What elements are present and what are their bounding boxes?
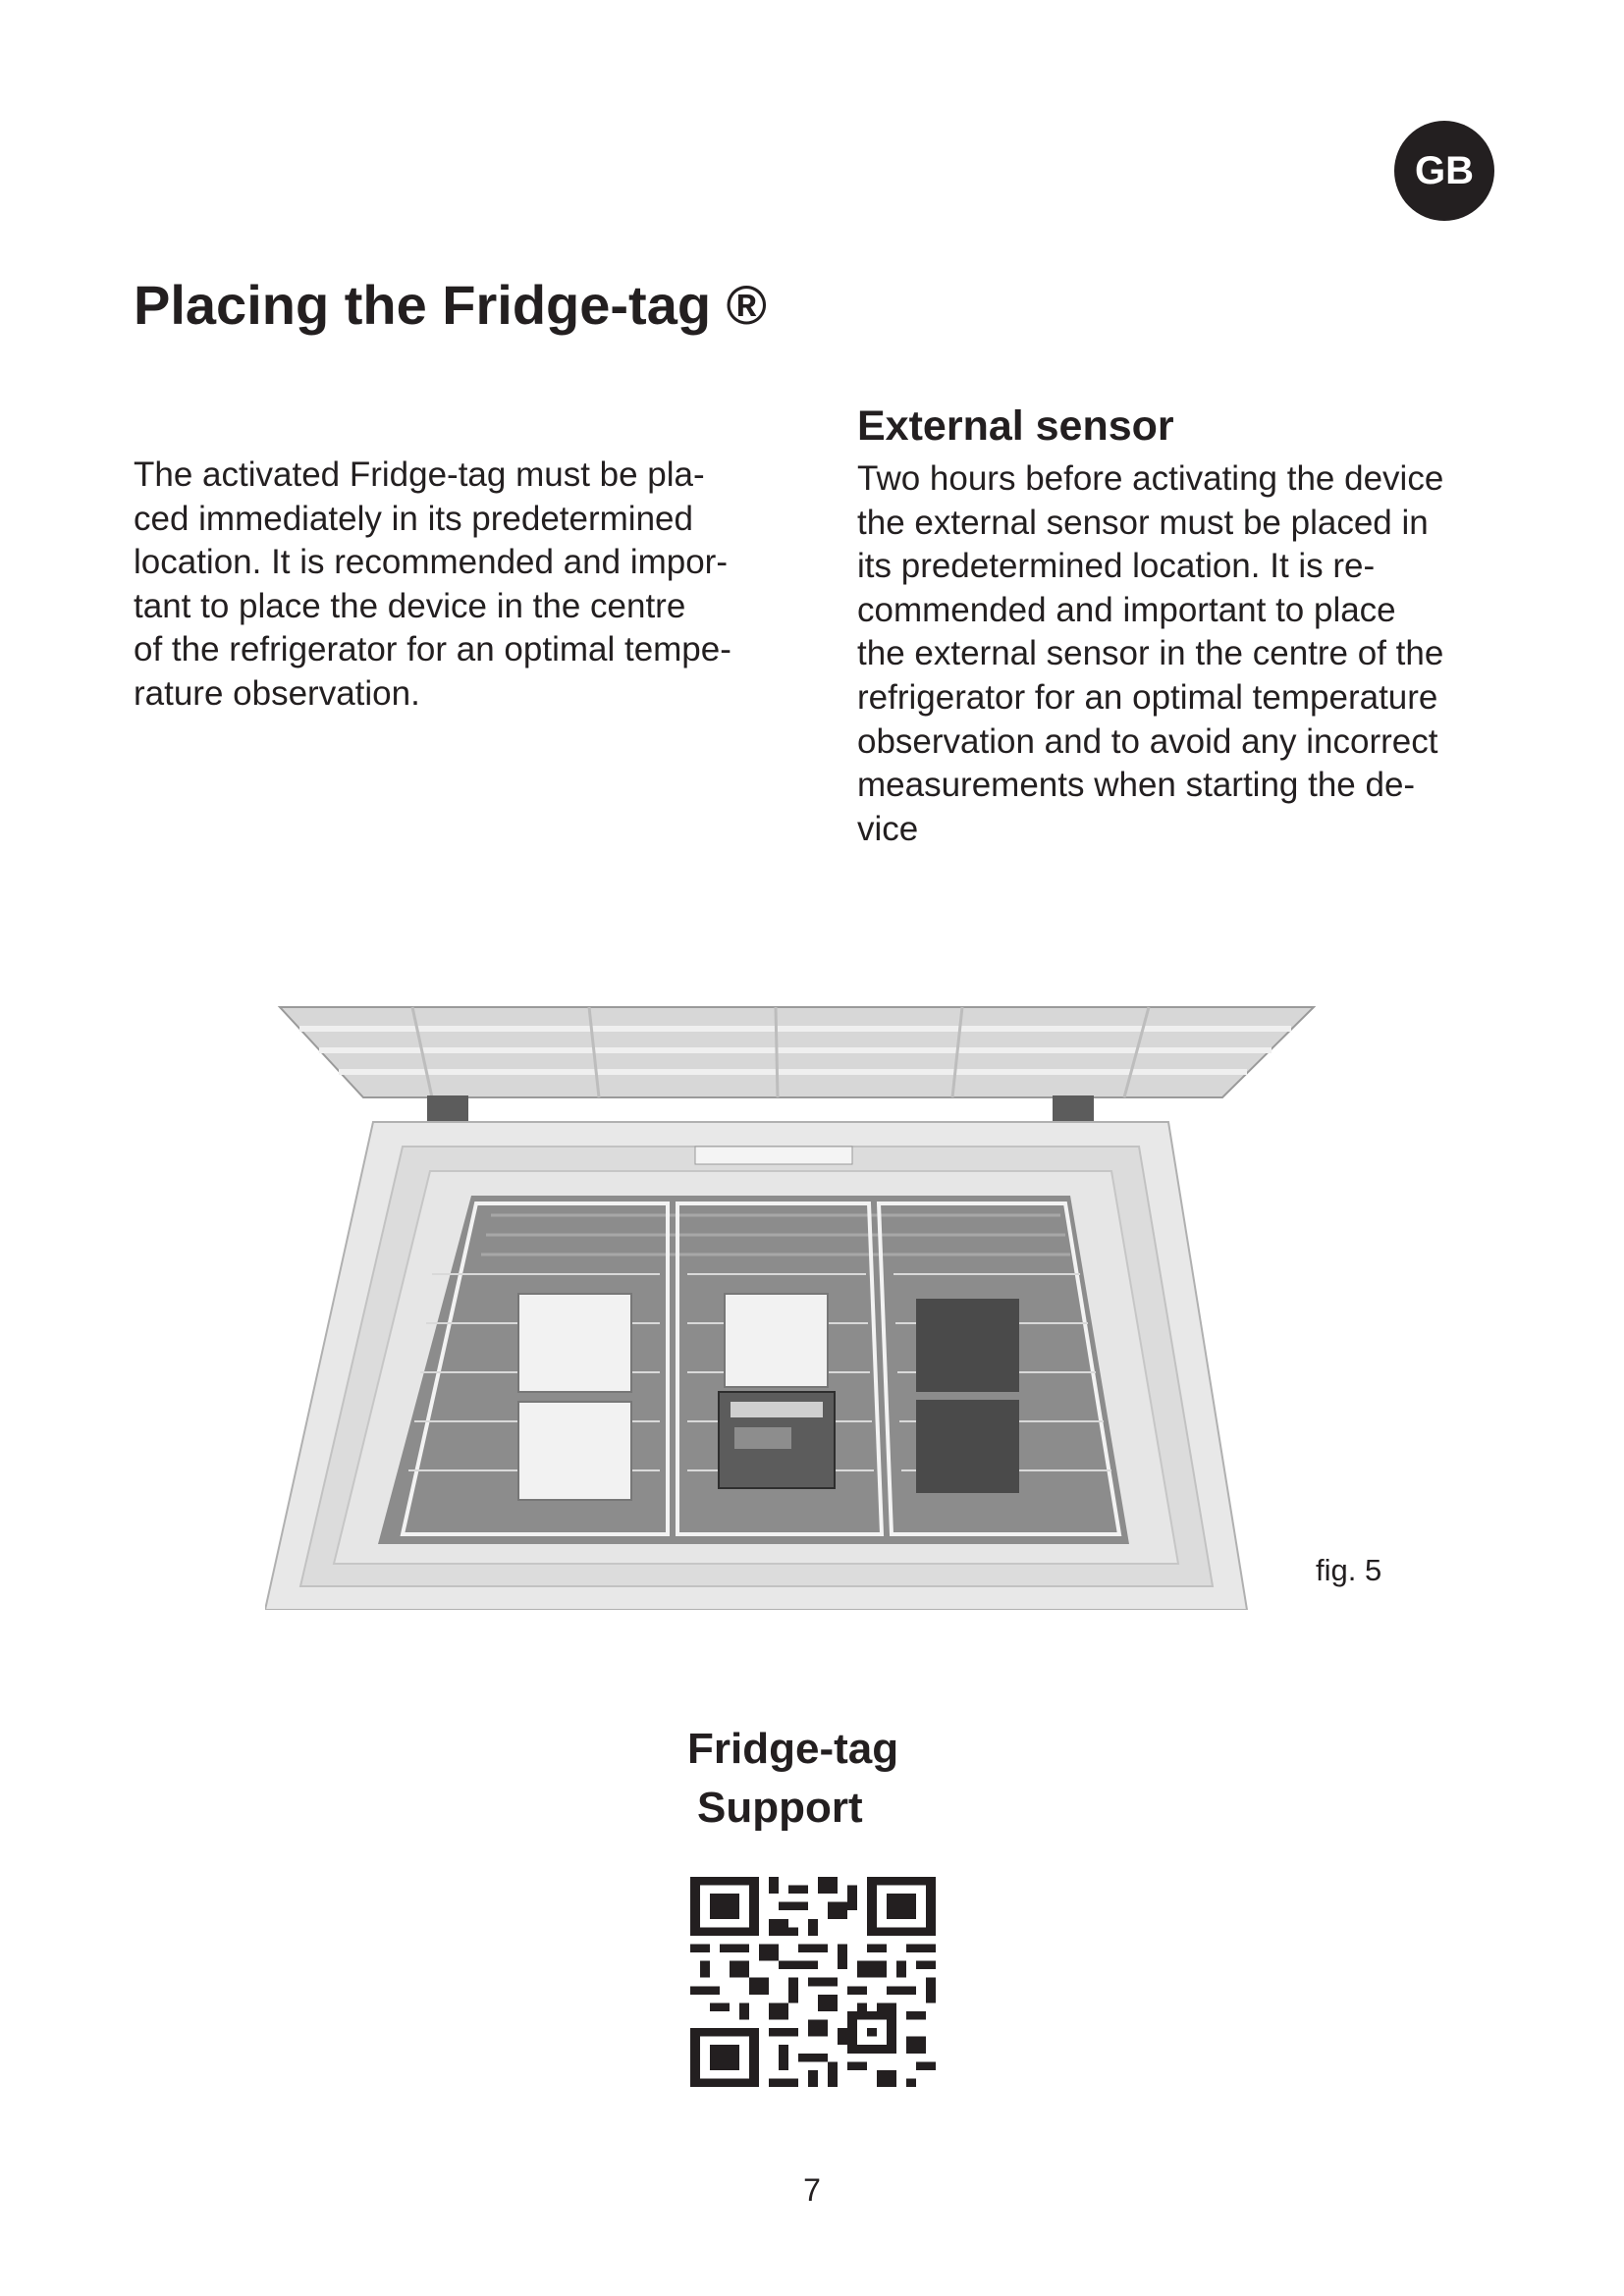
body-line: refrigerator for an optimal temperature — [857, 677, 1438, 717]
body-line: observation and to avoid any incorrect — [857, 721, 1438, 761]
body-line: commended and important to place — [857, 590, 1396, 629]
support-line: Support — [697, 1784, 863, 1832]
body-line: rature observation. — [134, 673, 420, 713]
body-line: The activated Fridge-tag must be pla- — [134, 455, 705, 494]
body-line: measurements when starting the de- — [857, 766, 1416, 805]
language-badge: GB — [1394, 121, 1494, 221]
body-line: its predetermined location. It is re- — [857, 547, 1376, 586]
external-sensor-heading: External sensor — [857, 402, 1174, 450]
support-line: Fridge-tag — [687, 1725, 899, 1773]
body-line: the external sensor in the centre of the — [857, 634, 1444, 673]
support-heading — [687, 1720, 898, 1838]
right-column — [857, 400, 1505, 851]
chest-freezer-illustration — [265, 999, 1316, 1610]
body-line: the external sensor must be placed in — [857, 503, 1429, 542]
body-line: location. It is recommended and impor- — [134, 543, 728, 582]
freezer-lid — [280, 1007, 1314, 1097]
page-title: Placing the Fridge-tag ® — [134, 274, 767, 336]
fridge-tag-device — [719, 1392, 835, 1488]
body-line: vice — [857, 809, 919, 848]
figure-caption: fig. 5 — [1316, 1553, 1382, 1587]
support-qr-code[interactable] — [690, 1877, 936, 2087]
left-column — [134, 454, 782, 717]
body-line: Two hours before activating the device — [857, 459, 1444, 498]
body-line: of the refrigerator for an optimal tempe- — [134, 630, 731, 669]
body-line: tant to place the device in the centre — [134, 586, 686, 625]
page-number: 7 — [803, 2172, 821, 2208]
body-line: ced immediately in its predetermined — [134, 499, 693, 538]
